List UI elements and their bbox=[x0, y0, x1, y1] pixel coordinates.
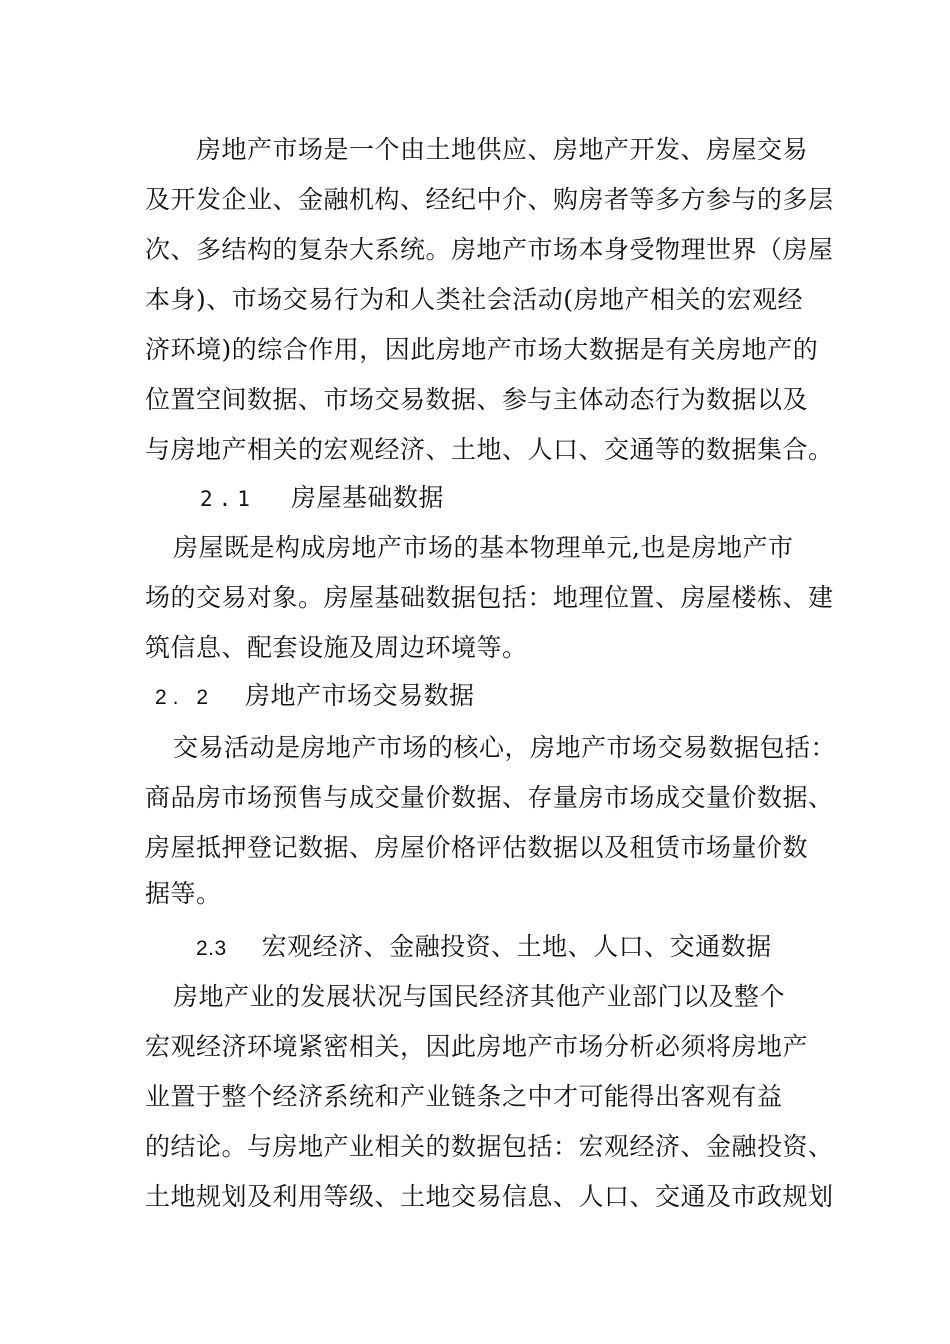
paragraph-line: 房屋抵押登记数据、房屋价格评估数据以及租赁市场量价数 bbox=[145, 833, 809, 862]
paragraph-line: 房地产业的发展状况与国民经济其他产业部门以及整个 bbox=[173, 982, 786, 1011]
paragraph-line: 的结论。与房地产业相关的数据包括：宏观经济、金融投资、 bbox=[145, 1132, 834, 1161]
section-heading-2-3 bbox=[196, 930, 772, 964]
paragraph-line: 交易活动是房地产市场的核心，房地产市场交易数据包括： bbox=[173, 733, 837, 762]
paragraph-line: 次、多结构的复杂大系统。房地产市场本身受物理世界（房屋 bbox=[145, 235, 834, 264]
section-title: 房屋基础数据 bbox=[290, 483, 444, 512]
section-number: 2. 2 bbox=[155, 686, 215, 709]
paragraph-line: 济环境)的综合作用，因此房地产市场大数据是有关房地产的 bbox=[145, 335, 819, 364]
section-number: 2.3 bbox=[196, 937, 227, 960]
section-number: 2.1 bbox=[200, 487, 256, 511]
paragraph-line: 土地规划及利用等级、土地交易信息、人口、交通及市政规划 bbox=[145, 1182, 834, 1211]
section-heading-2-2 bbox=[155, 679, 474, 713]
section-heading-2-1 bbox=[200, 481, 444, 515]
paragraph-line: 场的交易对象。房屋基础数据包括：地理位置、房屋楼栋、建 bbox=[145, 583, 834, 612]
paragraph-line: 与房地产相关的宏观经济、土地、人口、交通等的数据集合。 bbox=[145, 435, 834, 464]
section-title: 房地产市场交易数据 bbox=[244, 681, 475, 710]
paragraph-line: 据等。 bbox=[145, 879, 222, 908]
paragraph-line: 筑信息、配套设施及周边环境等。 bbox=[145, 633, 528, 662]
paragraph-line: 商品房市场预售与成交量价数据、存量房市场成交量价数据、 bbox=[145, 783, 834, 812]
paragraph-line: 房屋既是构成房地产市场的基本物理单元,也是房地产市 bbox=[173, 533, 794, 562]
paragraph-line: 房地产市场是一个由土地供应、房地产开发、房屋交易 bbox=[196, 135, 809, 164]
paragraph-line: 本身)、市场交易行为和人类社会活动(房地产相关的宏观经 bbox=[145, 285, 804, 314]
paragraph-line: 业置于整个经济系统和产业链条之中才可能得出客观有益 bbox=[145, 1082, 783, 1111]
paragraph-line: 位置空间数据、市场交易数据、参与主体动态行为数据以及 bbox=[145, 385, 809, 414]
paragraph-line: 宏观经济环境紧密相关，因此房地产市场分析必须将房地产 bbox=[145, 1032, 809, 1061]
section-title: 宏观经济、金融投资、土地、人口、交通数据 bbox=[261, 932, 772, 961]
paragraph-line: 及开发企业、金融机构、经纪中介、购房者等多方参与的多层 bbox=[145, 185, 834, 214]
